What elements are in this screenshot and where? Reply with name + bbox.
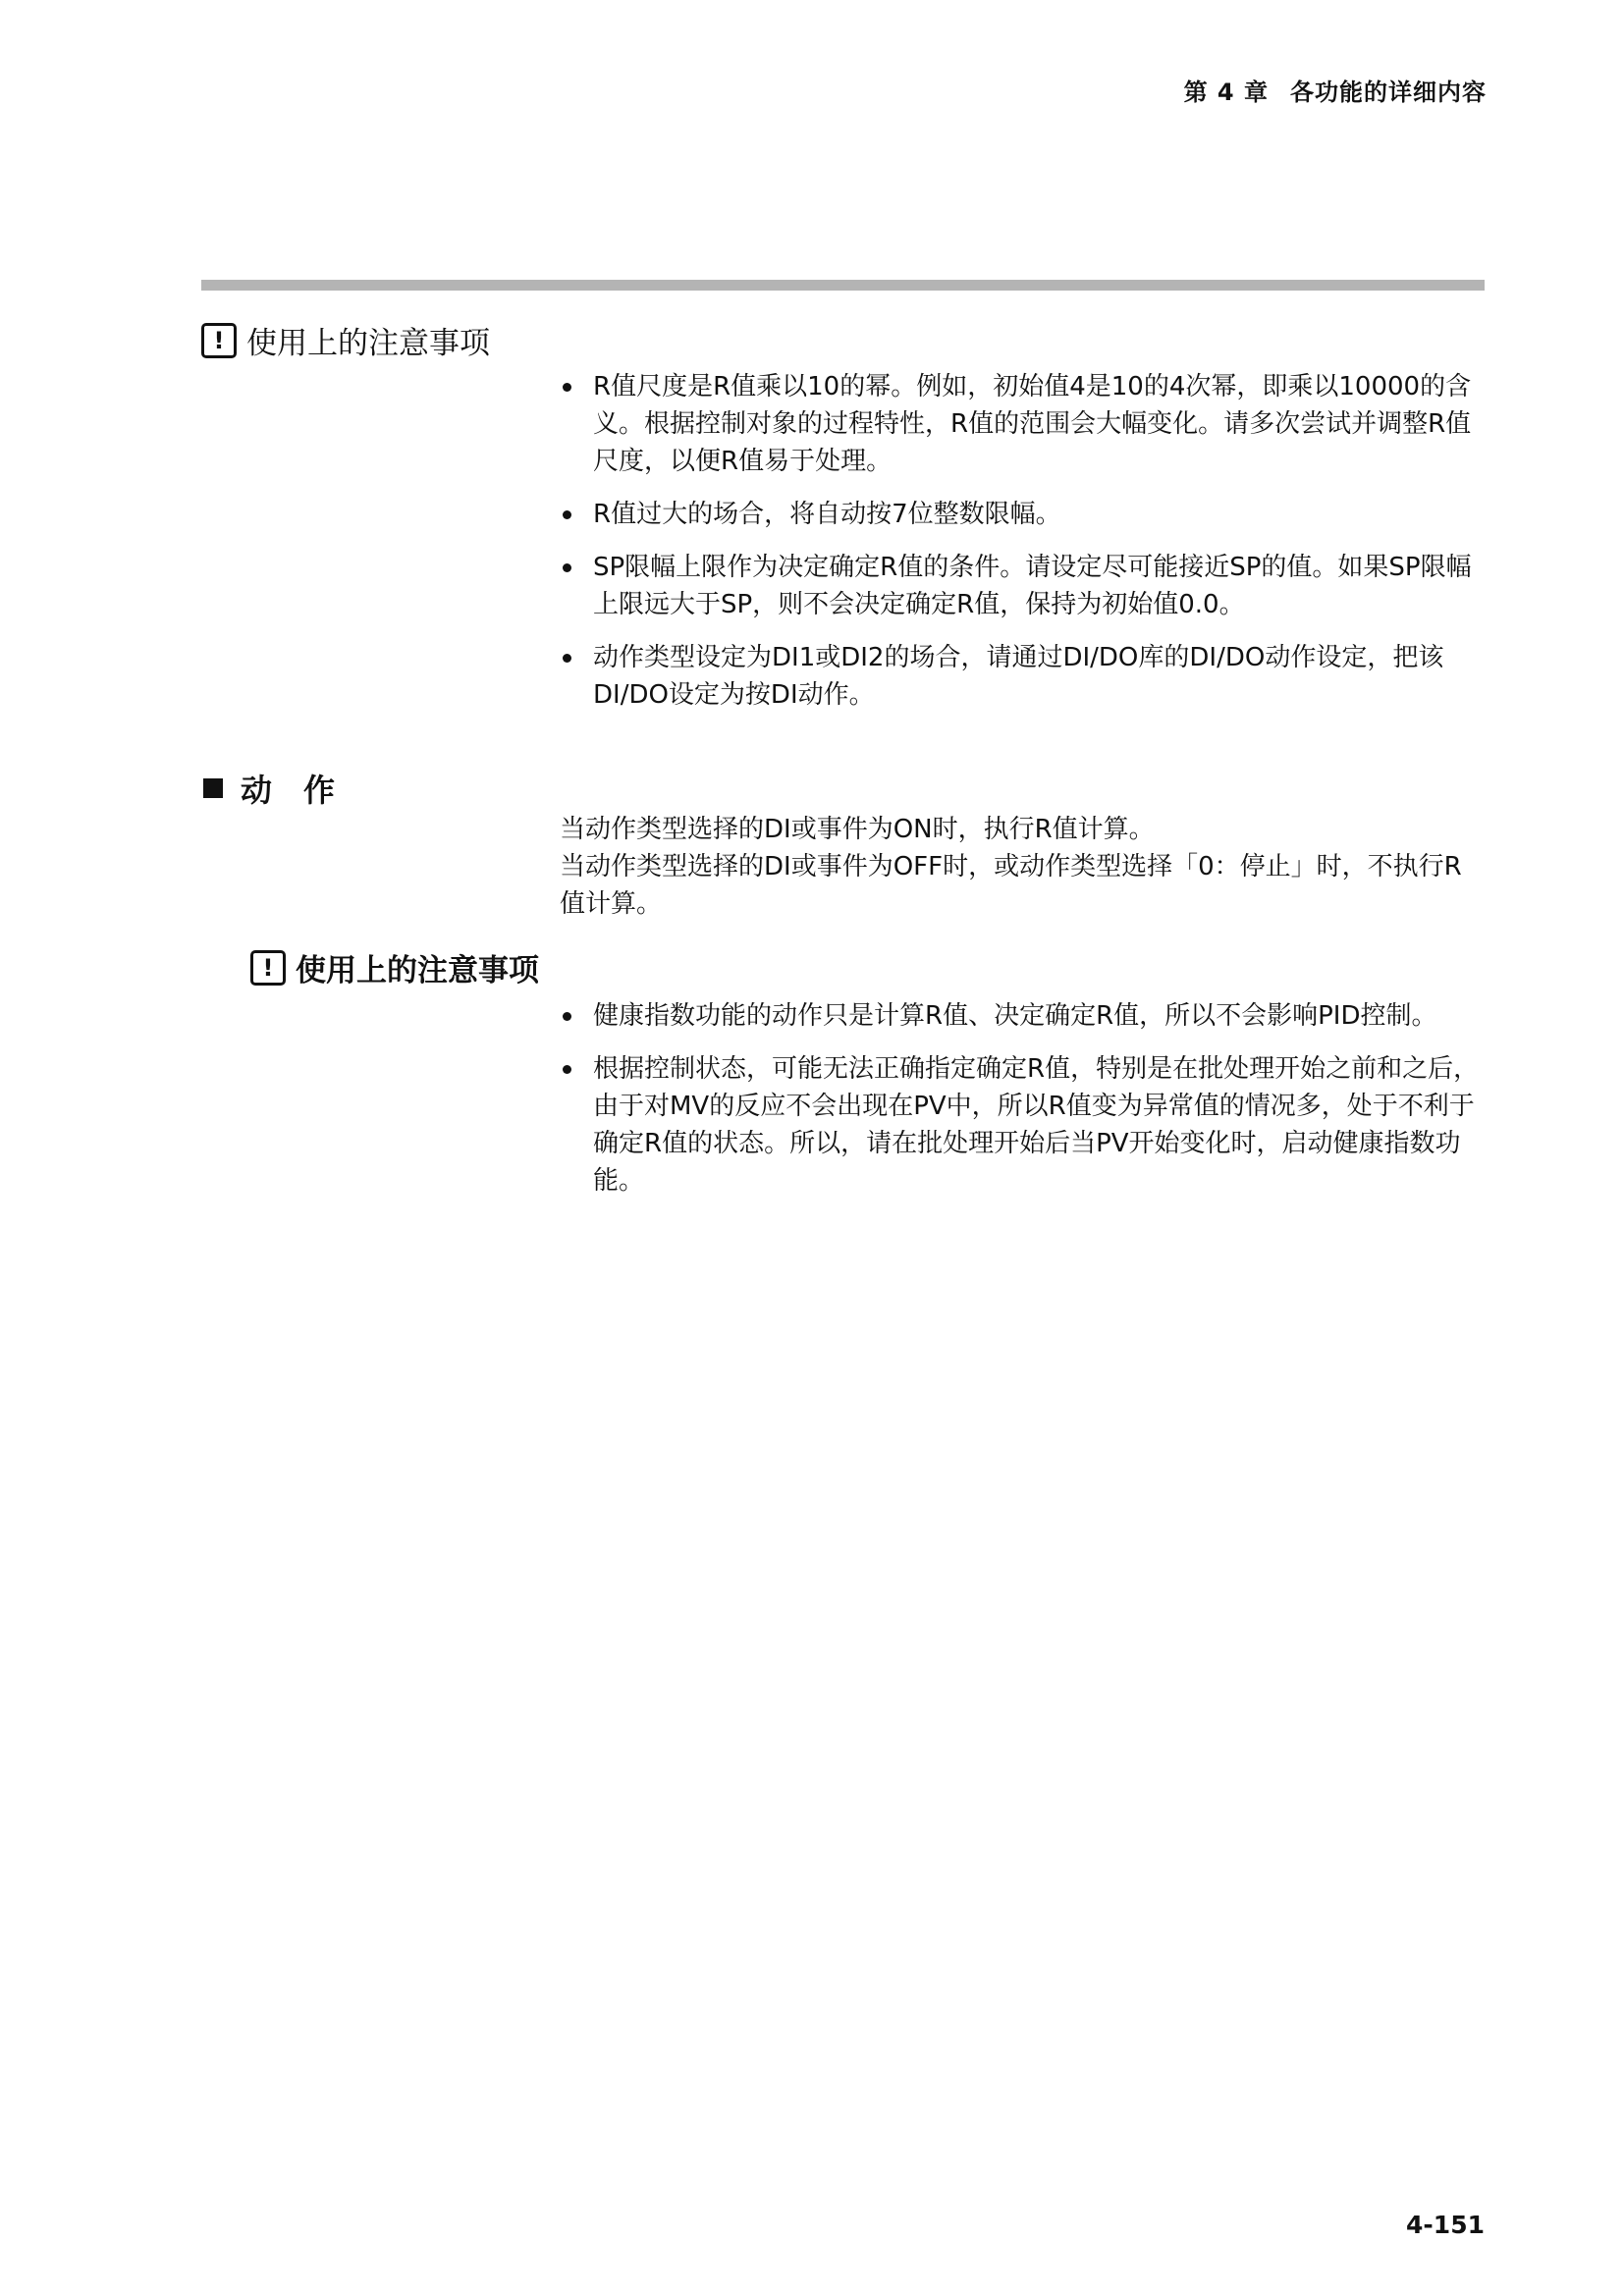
list-item: R值尺度是R值乘以10的幂。例如，初始值4是10的4次幂，即乘以10000的含义。根据控制对象的过程特性，R值的范围会大幅变化。请多次尝试并调整R值尺度，以便R值易于处理。 bbox=[560, 368, 1483, 480]
list-item: 根据控制状态，可能无法正确指定确定R值，特别是在批处理开始之前和之后，由于对MV的反应不会出现在PV中，所以R值变为异常值的情况多，处于不利于确定R值的状态。所以，请在批处理开始后当PV开始变化时，启动健康指数功能。 bbox=[560, 1050, 1483, 1200]
caution-list bbox=[560, 368, 1483, 729]
caution-heading bbox=[250, 945, 539, 989]
caution-list bbox=[560, 997, 1483, 1215]
operation-line: 当动作类型选择的DI或事件为ON时，执行R值计算。 bbox=[560, 815, 1155, 844]
operation-heading bbox=[203, 766, 335, 811]
operation-line: 当动作类型选择的DI或事件为OFF时，或动作类型选择「0：停止」时，不执行R值计算。 bbox=[560, 852, 1462, 919]
list-item: 动作类型设定为DI1或DI2的场合，请通过DI/DO库的DI/DO动作设定，把该DI/DO设定为按DI动作。 bbox=[560, 639, 1483, 714]
section-divider bbox=[201, 280, 1485, 291]
list-item: SP限幅上限作为决定确定R值的条件。请设定尽可能接近SP的值。如果SP限幅上限远大于SP，则不会决定确定R值，保持为初始值0.0。 bbox=[560, 549, 1483, 623]
list-item: 健康指数功能的动作只是计算R值、决定确定R值，所以不会影响PID控制。 bbox=[560, 997, 1483, 1035]
page-number: 4-151 bbox=[1406, 2211, 1485, 2239]
operation-title: 动 作 bbox=[241, 772, 336, 809]
chapter-title: 各功能的详细内容 bbox=[1290, 79, 1487, 106]
caution-title: 使用上的注意事项 bbox=[296, 953, 539, 988]
exclamation-box-icon: ! bbox=[250, 950, 286, 986]
list-item: R值过大的场合，将自动按7位整数限幅。 bbox=[560, 496, 1483, 533]
caution-title: 使用上的注意事项 bbox=[246, 326, 490, 361]
caution-heading bbox=[201, 318, 490, 362]
black-square-icon bbox=[203, 778, 223, 798]
chapter-number: 第 4 章 bbox=[1183, 79, 1269, 106]
operation-body bbox=[560, 811, 1473, 923]
exclamation-box-icon: ! bbox=[201, 323, 237, 358]
chapter-header bbox=[1184, 73, 1487, 107]
